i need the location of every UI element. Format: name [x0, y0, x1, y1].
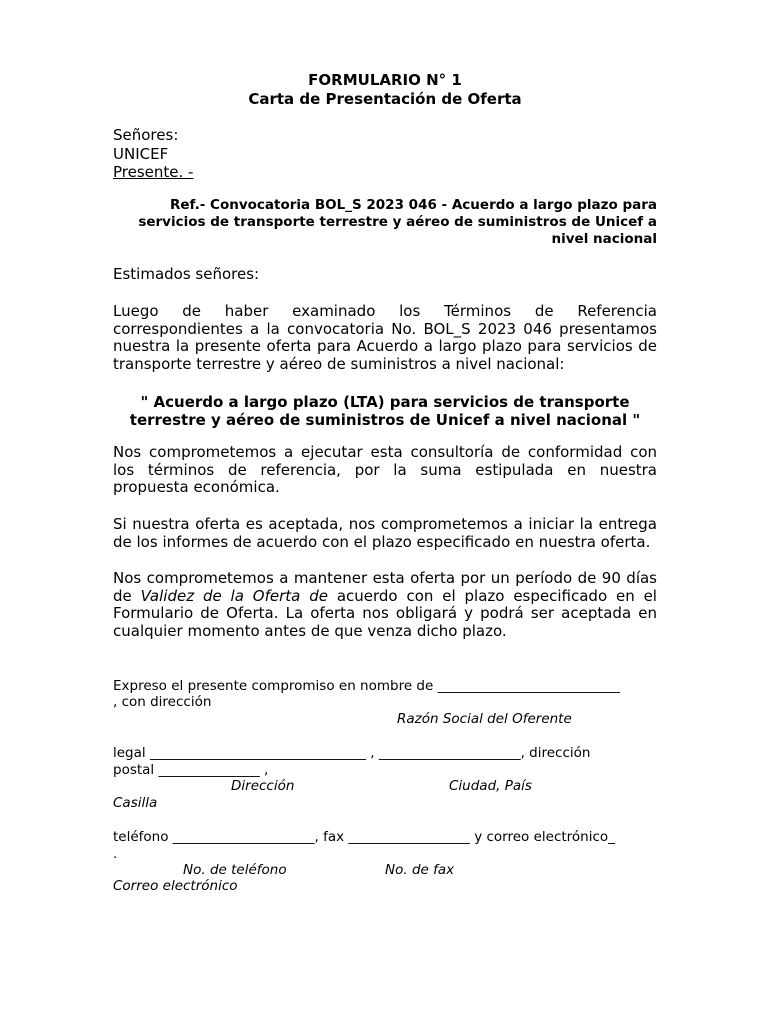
- paragraph-line: nuestra la presente oferta para Acuerdo a largo plazo para servicios de: [113, 337, 657, 355]
- paragraph-line: Nos comprometemos a ejecutar esta consultoría de conformidad con: [113, 443, 657, 461]
- paragraph-validity: [113, 570, 657, 640]
- paragraph-line: de los informes de acuerdo con el plazo especificado en nuestra oferta.: [113, 532, 651, 551]
- commitment-form: [113, 678, 657, 908]
- addressee-presente: Presente. -: [113, 163, 194, 181]
- label-casilla: Casilla: [113, 795, 158, 811]
- reference-line: nivel nacional: [551, 231, 657, 247]
- form-subtitle: Carta de Presentación de Oferta: [248, 90, 522, 108]
- paragraph-line: los términos de referencia, por la suma estipulada en nuestra: [113, 460, 657, 479]
- addressee-org: UNICEF: [113, 144, 169, 163]
- paragraph-line: [113, 588, 657, 606]
- paragraph-line: Si nuestra oferta es aceptada, nos comprometemos a iniciar la entrega: [113, 515, 657, 533]
- paragraph-line: propuesta económica.: [113, 478, 280, 496]
- validity-emphasis: Validez de la Oferta de: [140, 586, 328, 605]
- quote-line: terrestre y aéreo de suministros de Unicef a nivel nacional ": [129, 411, 641, 429]
- label-ciudad-pais: Ciudad, País: [449, 778, 532, 794]
- paragraph-line: Formulario de Oferta. La oferta nos obligará y podrá ser aceptada en: [113, 604, 657, 622]
- form-row-legal: legal ________________________________ , _____________________, dirección: [113, 745, 591, 761]
- reference-line: servicios de transporte terrestre y aéreo de suministros de Unicef a: [138, 214, 657, 230]
- paragraph-line: transporte terrestre y aéreo de suministros a nivel nacional:: [113, 354, 565, 373]
- text-run: acuerdo con el plazo especificado en el: [336, 586, 657, 605]
- greeting: [113, 266, 657, 284]
- form-row-phone: teléfono _____________________, fax __________________ y correo electrónico_: [113, 829, 615, 845]
- form-row-postal: postal _______________ ,: [113, 762, 269, 778]
- paragraph-acceptance: [113, 516, 657, 551]
- paragraph-line: Luego de haber examinado los Términos de Referencia: [113, 302, 657, 320]
- paragraph-commitment: [113, 444, 657, 497]
- label-direccion: Dirección: [231, 778, 295, 794]
- quote-line: " Acuerdo a largo plazo (LTA) para servicios de transporte: [140, 393, 630, 411]
- paragraph-line: cualquier momento antes de que venza dicho plazo.: [113, 621, 507, 640]
- paragraph-line: Nos comprometemos a mantener esta oferta por un período de 90 días: [113, 569, 657, 587]
- label-fax: No. de fax: [385, 862, 455, 878]
- form-row-end: .: [113, 846, 118, 862]
- label-telefono: No. de teléfono: [183, 862, 287, 878]
- label-correo: Correo electrónico: [113, 878, 238, 894]
- addressee-salutation: Señores:: [113, 126, 179, 144]
- form-row-address: , con dirección: [113, 694, 212, 710]
- greeting-text: Estimados señores:: [113, 265, 260, 283]
- text-run: de: [113, 586, 132, 605]
- paragraph-examined: [113, 303, 657, 373]
- reference-line: Ref.- Convocatoria BOL_S 2023 046 - Acuerdo a largo plazo para: [169, 197, 657, 213]
- form-title: FORMULARIO N° 1: [308, 71, 462, 89]
- addressee-block: [113, 126, 193, 182]
- paragraph-line: correspondientes a la convocatoria No. BOL_S 2023 046 presentamos: [113, 319, 657, 338]
- label-razon-social: Razón Social del Oferente: [397, 711, 572, 727]
- form-row-name: Expreso el presente compromiso en nombre de ___________________________: [113, 678, 620, 694]
- reference-block: [113, 197, 657, 248]
- offer-title-quote: [113, 393, 657, 429]
